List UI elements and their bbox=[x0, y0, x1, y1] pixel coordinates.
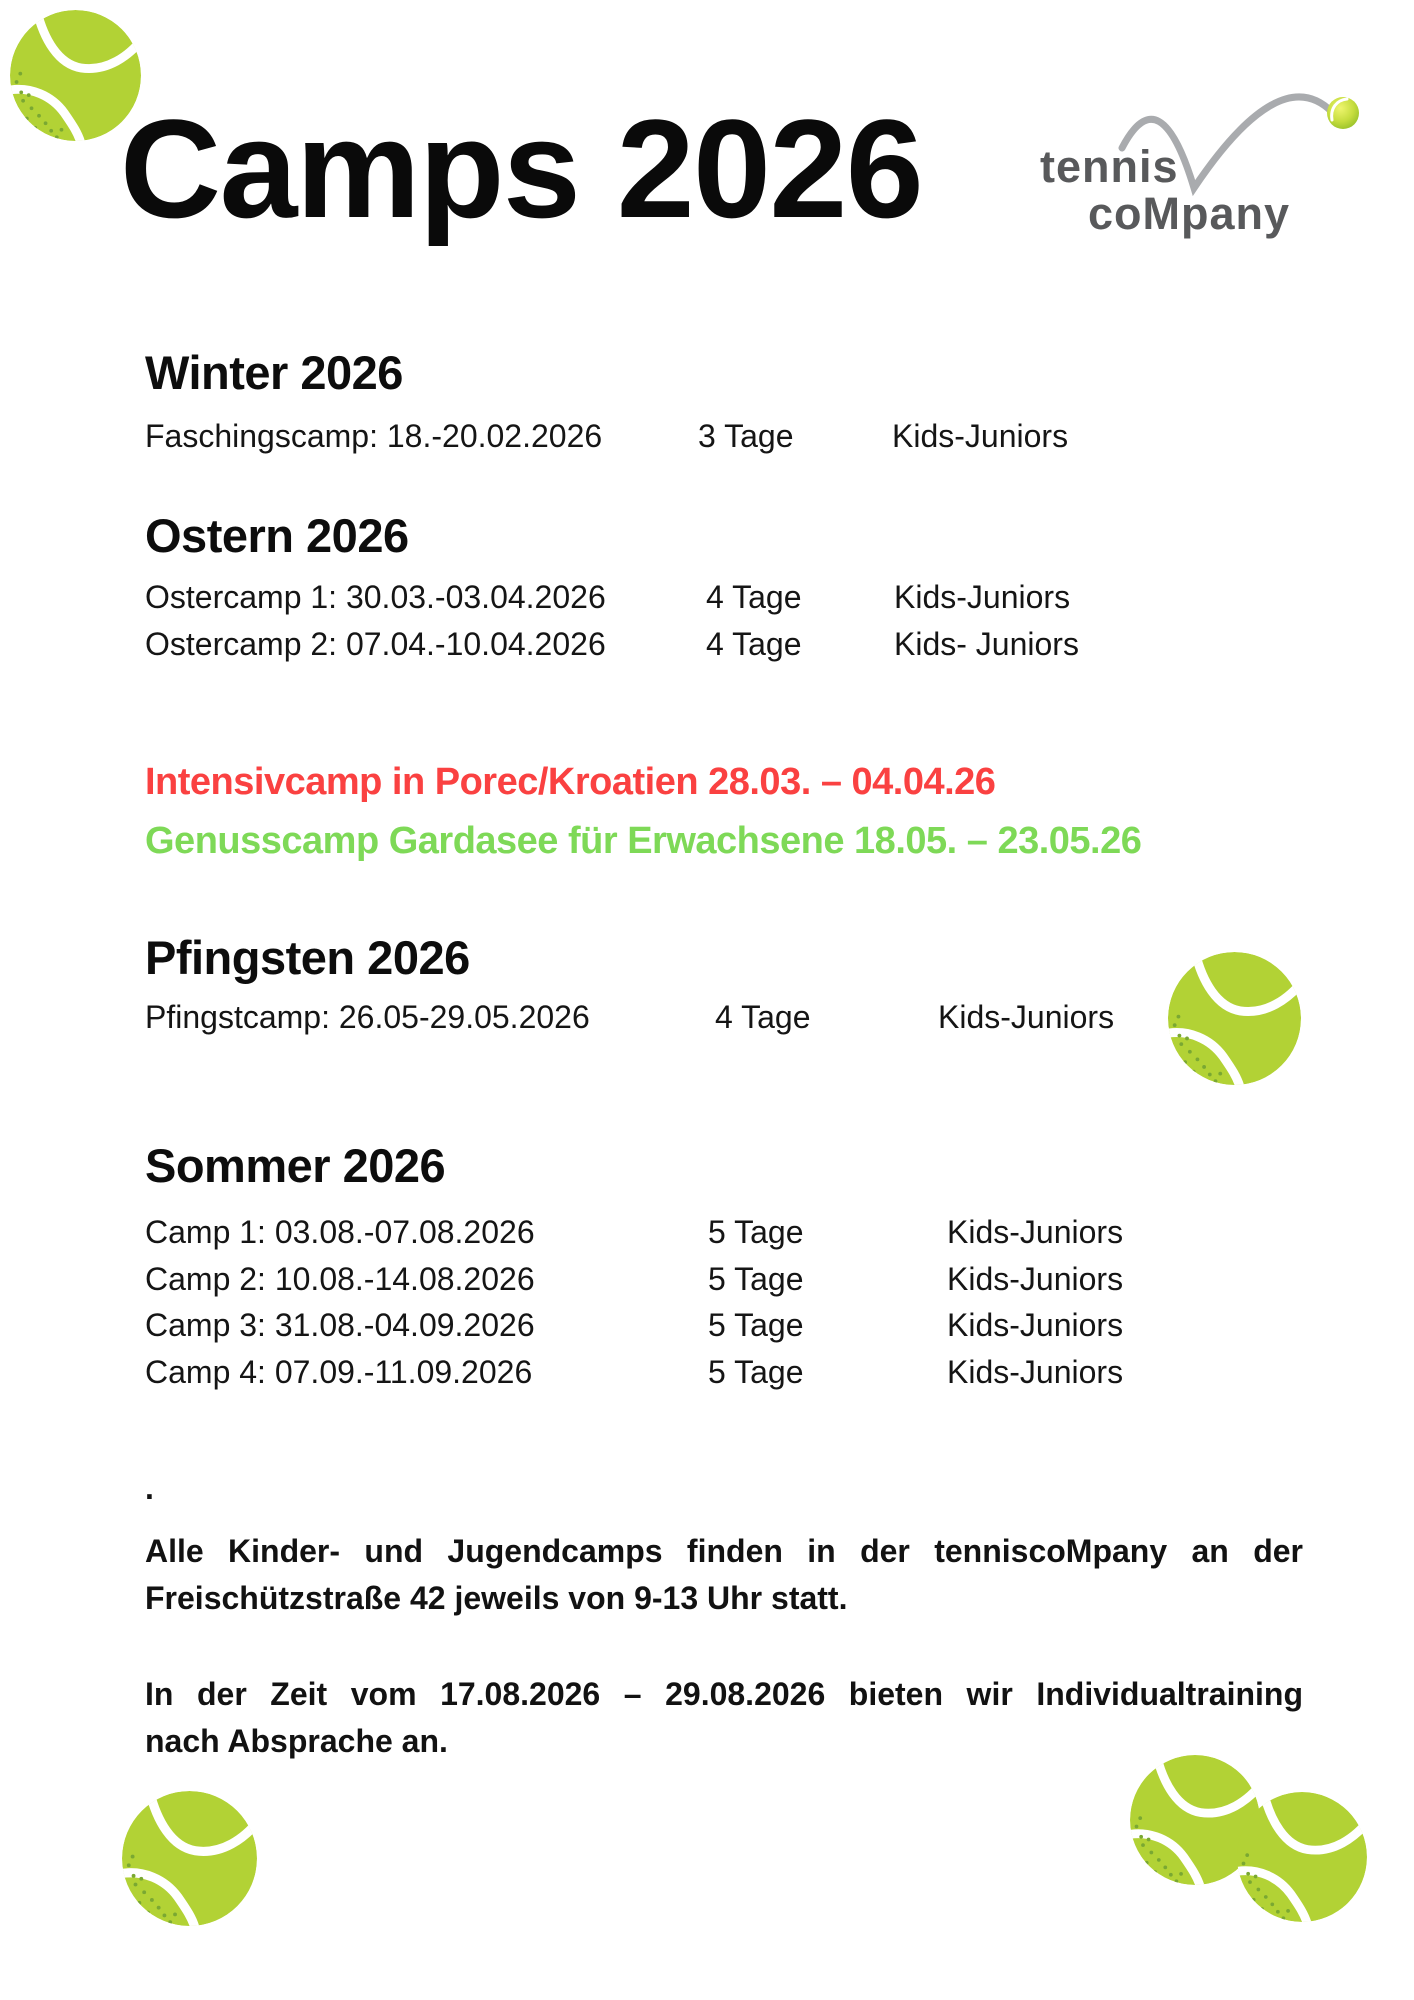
camp-row bbox=[145, 413, 1285, 460]
camp-row bbox=[145, 621, 1285, 668]
camp-rows-sommer bbox=[145, 1209, 1285, 1395]
camp-group: Kids-Juniors bbox=[947, 1353, 1124, 1390]
camp-group: Kids-Juniors bbox=[947, 1307, 1124, 1343]
section-heading-winter: Winter 2026 bbox=[145, 346, 403, 399]
section-heading-pfingsten: Pfingsten 2026 bbox=[145, 931, 470, 984]
camp-event: Camp 2: 10.08.-14.08.2026 bbox=[145, 1260, 535, 1297]
camp-group: Kids-Juniors bbox=[938, 999, 1115, 1035]
tennis-ball-icon bbox=[1237, 1792, 1367, 1922]
camp-duration: 4 Tage bbox=[706, 579, 802, 615]
note-individualtraining-line2: nach Absprache an. bbox=[145, 1723, 448, 1759]
camp-row bbox=[145, 1349, 1285, 1396]
camp-group: Kids- Juniors bbox=[894, 625, 1079, 662]
camp-row bbox=[145, 1302, 1285, 1349]
logo-text-tennis: tennis bbox=[1040, 141, 1179, 192]
camp-group: Kids-Juniors bbox=[892, 418, 1069, 454]
camp-row bbox=[145, 1256, 1285, 1303]
camp-row bbox=[145, 574, 1285, 621]
camp-event: Camp 1: 03.08.-07.08.2026 bbox=[145, 1214, 535, 1250]
camp-duration: 4 Tage bbox=[715, 999, 811, 1035]
camp-rows-winter bbox=[145, 413, 1285, 460]
camp-duration: 3 Tage bbox=[698, 418, 794, 454]
note-location-line1: Alle Kinder- und Jugendcamps finden in der tenniscoMpany an der bbox=[145, 1533, 1303, 1569]
tennis-ball-icon bbox=[122, 1791, 257, 1926]
camp-event: Camp 3: 31.08.-04.09.2026 bbox=[145, 1307, 535, 1343]
camp-duration: 5 Tage bbox=[708, 1307, 804, 1343]
camp-duration: 5 Tage bbox=[708, 1260, 804, 1297]
camp-duration: 5 Tage bbox=[708, 1214, 804, 1250]
page-title: Camps 2026 bbox=[120, 90, 923, 247]
camp-rows-ostern bbox=[145, 574, 1285, 667]
camp-duration: 5 Tage bbox=[708, 1353, 804, 1390]
note-individualtraining bbox=[145, 1671, 1303, 1765]
camp-row bbox=[145, 994, 1285, 1041]
camp-event: Faschingscamp: 18.-20.02.2026 bbox=[145, 418, 603, 454]
camp-event: Pfingstcamp: 26.05-29.05.2026 bbox=[145, 999, 590, 1035]
camp-group: Kids-Juniors bbox=[894, 579, 1071, 615]
highlight-genusscamp: Genusscamp Gardasee für Erwachsene 18.05. – 23.05.26 bbox=[145, 820, 1142, 862]
stray-dot: . bbox=[145, 1470, 154, 1506]
camp-row bbox=[145, 1209, 1285, 1256]
logo-text-company: coMpany bbox=[1088, 188, 1291, 239]
camp-event: Camp 4: 07.09.-11.09.2026 bbox=[145, 1353, 533, 1390]
section-heading-ostern: Ostern 2026 bbox=[145, 509, 409, 562]
note-location-line2: Freischützstraße 42 jeweils von 9-13 Uhr statt. bbox=[145, 1580, 848, 1616]
note-individualtraining-line1: In der Zeit vom 17.08.2026 – 29.08.2026 bieten wir Individualtraining bbox=[145, 1676, 1303, 1712]
highlight-intensivcamp: Intensivcamp in Porec/Kroatien 28.03. – 04.04.26 bbox=[145, 761, 996, 803]
camp-group: Kids-Juniors bbox=[947, 1260, 1124, 1297]
camp-group: Kids-Juniors bbox=[947, 1214, 1124, 1250]
camp-event: Ostercamp 2: 07.04.-10.04.2026 bbox=[145, 625, 606, 662]
camp-duration: 4 Tage bbox=[706, 625, 802, 662]
camp-rows-pfingsten bbox=[145, 994, 1285, 1041]
section-heading-sommer: Sommer 2026 bbox=[145, 1139, 446, 1192]
note-location bbox=[145, 1528, 1303, 1622]
camp-event: Ostercamp 1: 30.03.-03.04.2026 bbox=[145, 579, 606, 615]
